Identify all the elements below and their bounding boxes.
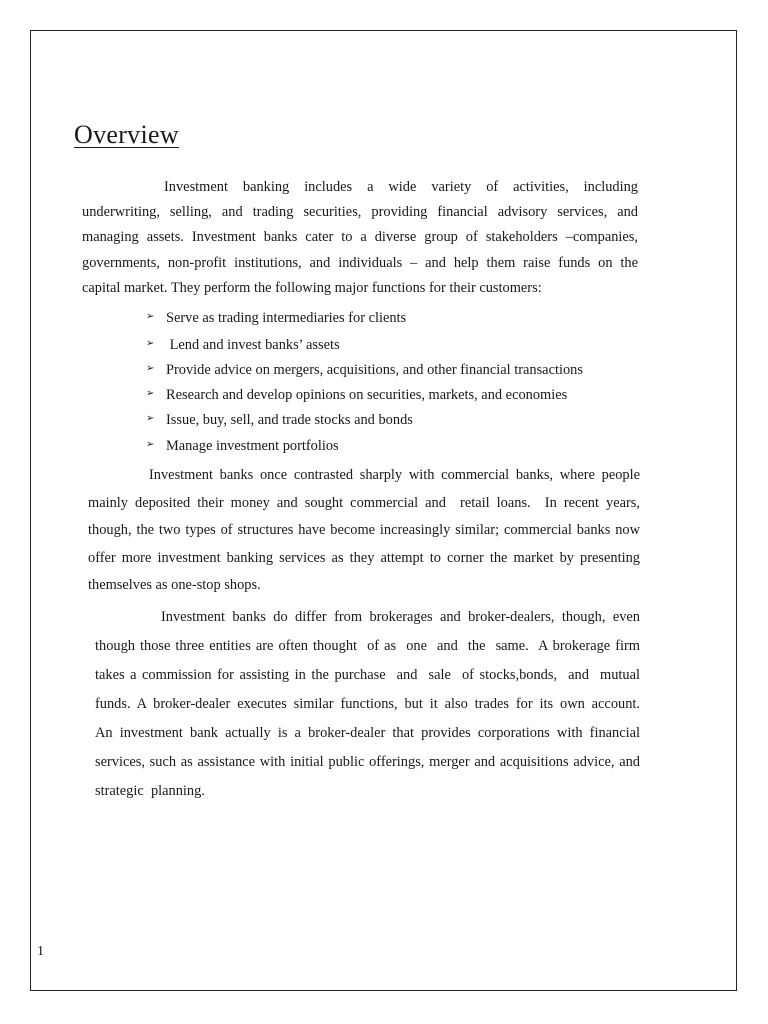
functions-bullet-list: [146, 310, 583, 463]
bullet-item: [146, 438, 583, 463]
page-number: 1: [37, 944, 44, 959]
bullet-item: [146, 337, 583, 362]
paragraph-line: managing assets. Investment banks cater to a diverse group of stakeholders –companies,: [82, 229, 638, 246]
paragraph-line: takes a commission for assisting in the purchase and sale of stocks,bonds, and mutual: [95, 667, 640, 683]
paragraph-line: though those three entities are often thought of as one and the same. A brokerage firm: [95, 638, 640, 654]
paragraph-line: offer more investment banking services as they attempt to corner the market by presenting: [88, 549, 640, 566]
paragraph-line: Investment banks do differ from brokerages and broker-dealers, though, even: [161, 609, 640, 625]
paragraph-line: mainly deposited their money and sought commercial and retail loans. In recent years,: [88, 494, 640, 511]
paragraph-line: Investment banking includes a wide variety of activities, including: [164, 179, 638, 195]
paragraph-line: An investment bank actually is a broker-dealer that provides corporations with financial: [95, 725, 640, 741]
paragraph-line: underwriting, selling, and trading securities, providing financial advisory services, and: [82, 204, 638, 221]
paragraph-commercial-banks: [88, 462, 640, 600]
arrow-bullet-icon: ➢: [146, 439, 155, 450]
bullet-item: [146, 362, 583, 387]
paragraph-line: funds. A broker-dealer executes similar functions, but it also trades for its own account.: [95, 696, 640, 712]
bullet-text: Lend and invest banks’ assets: [166, 337, 340, 353]
bullet-text: Research and develop opinions on securities, markets, and economies: [166, 387, 568, 403]
paragraph-intro: [82, 175, 638, 301]
paragraph-line: capital market. They perform the following major functions for their customers:: [82, 279, 542, 296]
bullet-text: Serve as trading intermediaries for clients: [166, 310, 407, 326]
arrow-bullet-icon: ➢: [146, 413, 155, 424]
arrow-bullet-icon: ➢: [146, 363, 155, 374]
bullet-text: Manage investment portfolios: [166, 438, 339, 454]
bullet-text: Issue, buy, sell, and trade stocks and bonds: [166, 412, 413, 428]
bullet-item: [146, 310, 583, 337]
paragraph-line: Investment banks once contrasted sharply with commercial banks, where people: [149, 467, 640, 483]
paragraph-line: governments, non-profit institutions, and individuals – and help them raise funds on the: [82, 254, 638, 271]
bullet-text: Provide advice on mergers, acquisitions, and other financial transactions: [166, 362, 583, 378]
page-heading: Overview: [74, 120, 179, 149]
paragraph-line: strategic planning.: [95, 783, 205, 799]
bullet-item: [146, 387, 583, 412]
arrow-bullet-icon: ➢: [146, 338, 155, 349]
paragraph-brokerages: [95, 603, 640, 806]
paragraph-line: services, such as assistance with initial public offerings, merger and acquisitions advice, and: [95, 754, 640, 770]
paragraph-line: though, the two types of structures have become increasingly similar; commercial banks now: [88, 522, 640, 539]
bullet-item: [146, 412, 583, 438]
paragraph-line: themselves as one-stop shops.: [88, 577, 261, 594]
arrow-bullet-icon: ➢: [146, 388, 155, 399]
arrow-bullet-icon: ➢: [146, 311, 155, 322]
